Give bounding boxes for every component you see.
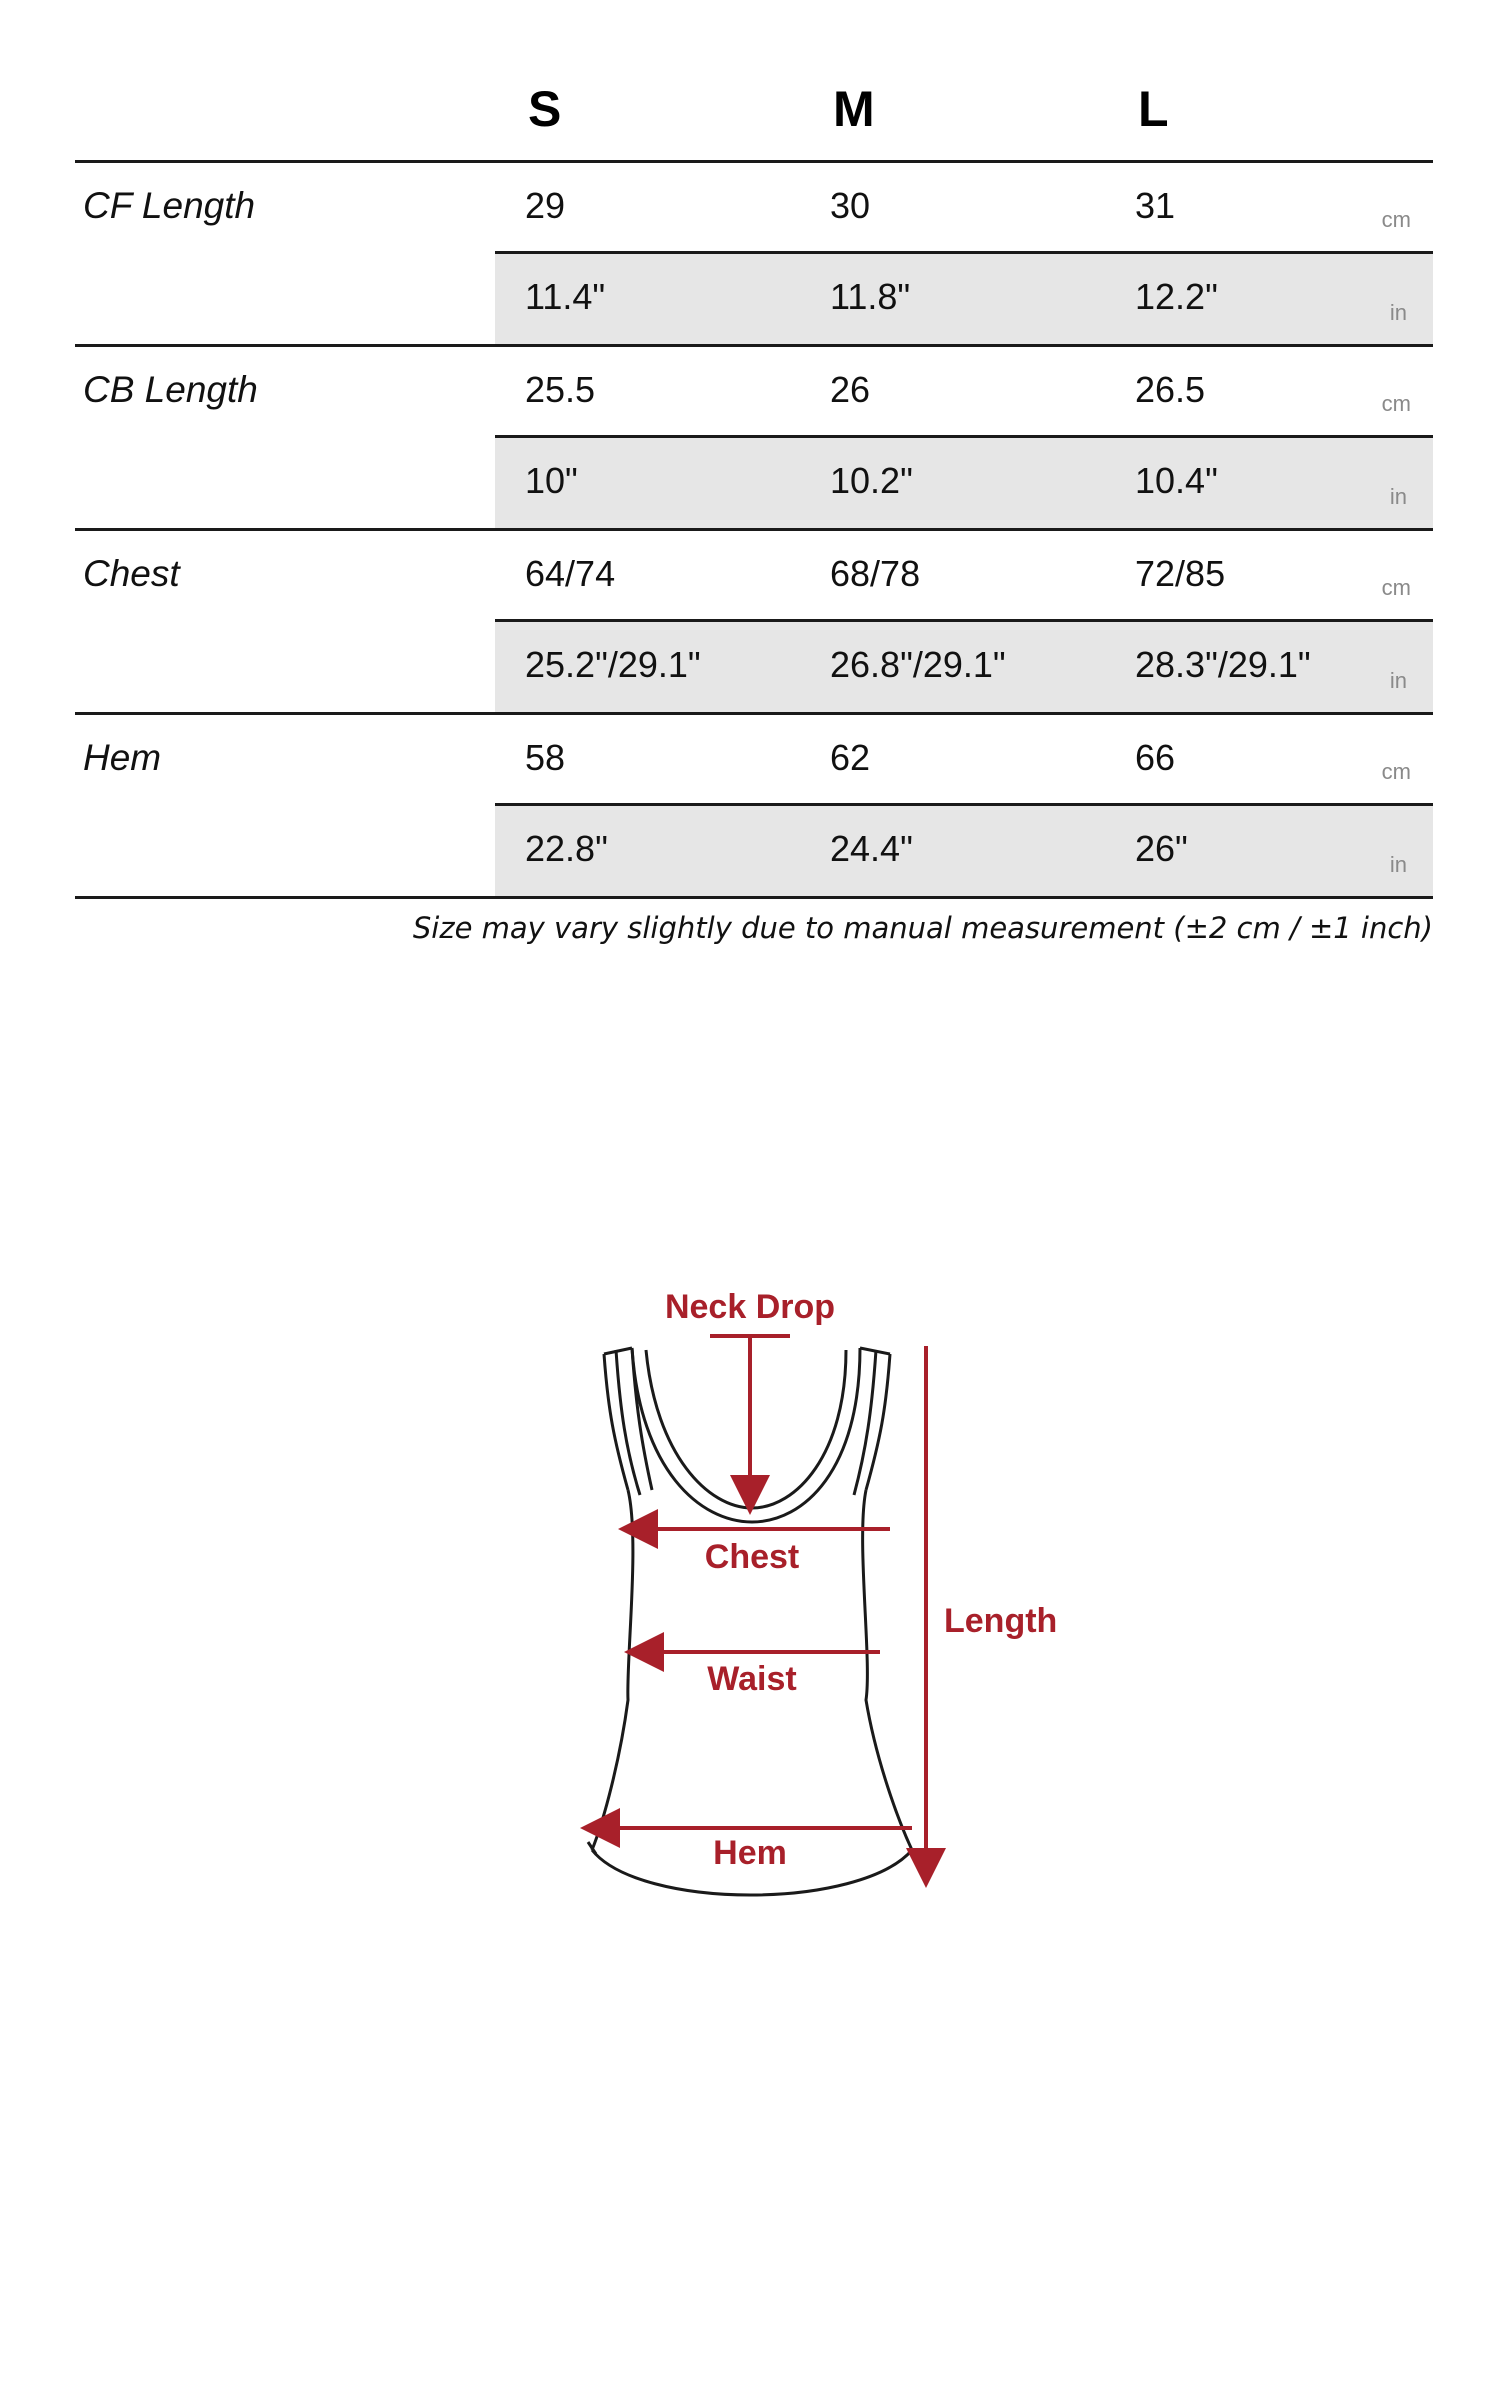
cell-l: 26.5 <box>1135 369 1206 410</box>
cell-l: 26" <box>1135 828 1188 869</box>
cell-l: 31 <box>1135 185 1176 226</box>
unit-cm: cm <box>1381 391 1411 416</box>
measurement-arrows <box>600 1336 926 1868</box>
unit-in: in <box>1389 300 1407 325</box>
tank-top-measurement-diagram <box>0 1240 1500 1920</box>
cell-m: 10.2" <box>830 460 913 501</box>
unit-in: in <box>1389 484 1407 509</box>
row-cm <box>495 531 1433 622</box>
row-label: CF Length <box>83 185 256 226</box>
size-s-header: S <box>528 81 562 137</box>
cell-m: 26 <box>830 369 871 410</box>
measurement-group-chest <box>75 531 1433 715</box>
cell-m: 26.8"/29.1" <box>830 644 1006 685</box>
cell-l: 12.2" <box>1135 276 1218 317</box>
cell-s: 25.5 <box>525 369 596 410</box>
cell-l: 66 <box>1135 737 1176 778</box>
hem-label: Hem <box>713 1834 787 1872</box>
row-in <box>495 622 1433 712</box>
waist-label: Waist <box>707 1660 797 1698</box>
size-m-header: M <box>833 81 875 137</box>
cell-m: 24.4" <box>830 828 913 869</box>
unit-cm: cm <box>1381 207 1411 232</box>
unit-cm: cm <box>1381 759 1411 784</box>
measurement-group-cb-length <box>75 347 1433 531</box>
cell-s: 25.2"/29.1" <box>525 644 701 685</box>
unit-cm: cm <box>1381 575 1411 600</box>
cell-s: 64/74 <box>525 553 616 594</box>
cell-m: 62 <box>830 737 871 778</box>
cell-m: 30 <box>830 185 871 226</box>
row-cm <box>495 715 1433 806</box>
row-cm <box>495 347 1433 438</box>
row-label: CB Length <box>83 369 258 410</box>
cell-s: 10" <box>525 460 578 501</box>
row-in <box>495 254 1433 344</box>
note-row <box>75 899 1433 959</box>
measurement-note: Size may vary slightly due to manual measurement (±2 cm / ±1 inch) <box>412 911 1433 945</box>
cell-s: 29 <box>525 185 566 226</box>
chest-label: Chest <box>704 1538 800 1576</box>
size-l-header: L <box>1138 81 1169 137</box>
row-cm <box>495 163 1433 254</box>
size-header-row <box>75 0 1433 163</box>
row-label: Chest <box>83 553 180 594</box>
cell-m: 68/78 <box>830 553 921 594</box>
measurement-group-cf-length <box>75 163 1433 347</box>
cell-m: 11.8" <box>830 276 911 317</box>
row-label: Hem <box>83 737 162 778</box>
unit-in: in <box>1389 668 1407 693</box>
cell-l: 10.4" <box>1135 460 1218 501</box>
neck-drop-label: Neck Drop <box>664 1288 836 1326</box>
unit-in: in <box>1389 852 1407 877</box>
cell-s: 22.8" <box>525 828 608 869</box>
cell-s: 58 <box>525 737 566 778</box>
measurement-group-hem <box>75 715 1433 899</box>
cell-l: 72/85 <box>1135 553 1226 594</box>
row-in <box>495 438 1433 528</box>
row-in <box>495 806 1433 896</box>
size-chart-table <box>75 0 1433 959</box>
cell-l: 28.3"/29.1" <box>1135 644 1311 685</box>
cell-s: 11.4" <box>525 276 606 317</box>
length-label: Length <box>944 1602 1058 1640</box>
